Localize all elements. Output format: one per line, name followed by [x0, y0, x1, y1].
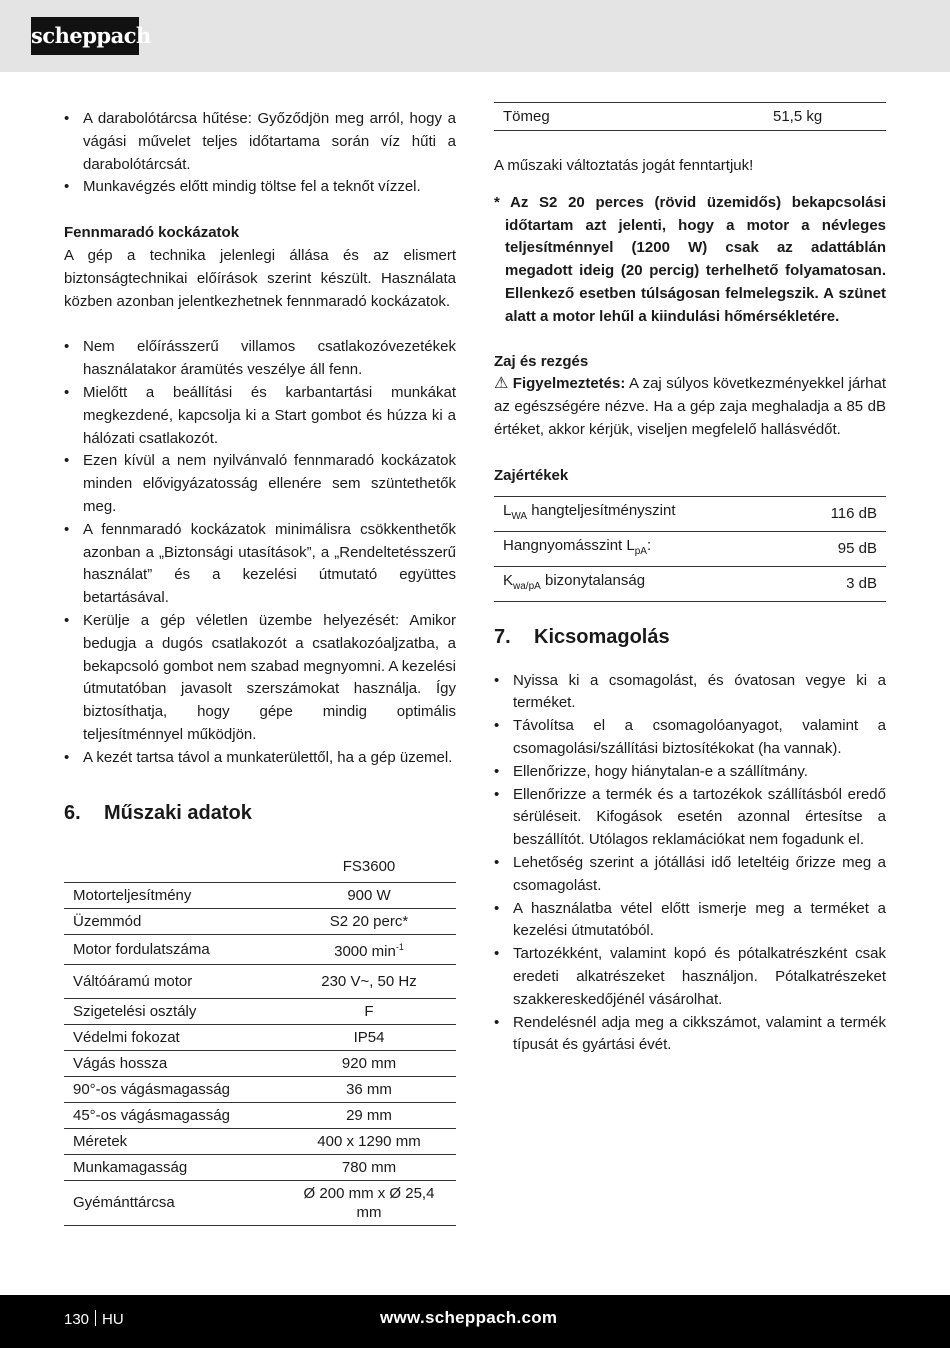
- spec-label: 90°-os vágásmagasság: [64, 1076, 282, 1102]
- warning-text: A zaj súlyos következményekkel járhat az egészségére nézve. Ha a gép zaja meghaladja a 85 dB értéket, akkor kérjük, viseljen megfelelő hallásvédőt.: [494, 375, 887, 438]
- table-row: [64, 934, 456, 964]
- footer-bar: [0, 1295, 950, 1348]
- scheppach-logo: scheppach: [31, 17, 139, 55]
- list-item: • Ezen kívül a nem nyilvánvaló fennmaradó kockázatok minden elővigyázatosság ellenére sem szüntethetők meg.: [64, 450, 456, 518]
- list-item: • A használatba vétel előtt ismerje meg a terméket a kezelési útmutatóból.: [494, 898, 886, 944]
- noise-value: 3 dB: [787, 566, 886, 601]
- spec-value: F: [282, 998, 456, 1024]
- section-number: 7.: [494, 625, 511, 648]
- noise-label: $K_{wa/pA}$ bizonytalanság: [494, 566, 787, 601]
- spec-label: Váltóáramú motor: [64, 964, 282, 998]
- table-row: [64, 882, 456, 908]
- section-7-heading: [494, 624, 886, 650]
- table-row: [64, 1050, 456, 1076]
- divider: [95, 1310, 96, 1326]
- cooling-bullets: [64, 108, 456, 199]
- spec-label: Üzemmód: [64, 908, 282, 934]
- residual-risks-text: A gép a technika jelenlegi állása és az elismert biztonságtechnikai előírások szerint készült. Használata közben azonban jelentkezhetnek fennmaradó kockázatok.: [64, 246, 456, 310]
- spec-value: 29 mm: [282, 1102, 456, 1128]
- risk-bullets: [64, 336, 456, 769]
- noise-value: 95 dB: [787, 531, 886, 566]
- spec-label: Vágás hossza: [64, 1050, 282, 1076]
- spec-value: 400 x 1290 mm: [282, 1128, 456, 1154]
- list-item: • A fennmaradó kockázatok minimálisra csökkenthetők azonban a „Biztonsági utasítások”, a „Rendeltetésszerű használat” és a kezelési útmutató együttes betartásával.: [64, 519, 456, 610]
- spec-label: Méretek: [64, 1128, 282, 1154]
- spec-value: Ø 200 mm x Ø 25,4 mm: [282, 1180, 456, 1225]
- noise-values-heading: Zajértékek: [494, 466, 569, 484]
- spec-value: 230 V~, 50 Hz: [282, 964, 456, 998]
- section-title: Műszaki adatok: [104, 801, 252, 824]
- spec-label: Gyémánttárcsa: [64, 1180, 282, 1225]
- spec-value: 780 mm: [282, 1154, 456, 1180]
- header-bar: [0, 0, 950, 72]
- technical-change-note: A műszaki változtatás jogát fenntartjuk!: [494, 157, 754, 174]
- noise-value: 116 dB: [787, 496, 886, 531]
- rpm-value: 3000 min: [334, 942, 396, 960]
- section-title: Kicsomagolás: [534, 625, 670, 648]
- warning-label: Figyelmeztetés:: [512, 375, 626, 393]
- table-row: [494, 103, 886, 131]
- language-code: HU: [102, 1311, 124, 1328]
- table-row: [64, 998, 456, 1024]
- table-row: [64, 908, 456, 934]
- table-row: [494, 531, 886, 566]
- list-item: • A darabolótárcsa hűtése: Győződjön meg arról, hogy a vágási művelet teljes időtartama során víz hűti a darabolótárcsát.: [64, 108, 456, 176]
- table-row: [64, 964, 456, 998]
- list-item: • Távolítsa el a csomagolóanyagot, valamint a csomagolási/szállítási biztosítékokat (ha vannak).: [494, 715, 886, 761]
- list-item: • Kerülje a gép véletlen üzembe helyezését: Amikor bedugja a dugós csatlakozót a csatlakozóaljzatba, a bekapcsoló gombot nem szabad megnyomni. A kezelési útmutatóban javasolt szerszámokat használja. Így biztosíthatja, hogy gépe mindig optimális teljesítménnyel működjön.: [64, 610, 456, 747]
- table-header-row: [64, 854, 456, 883]
- page-number: 130 HU: [64, 1311, 124, 1328]
- table-row: [64, 1102, 456, 1128]
- list-item: • A kezét tartsa távol a munkaterülettől, ha a gép üzemel.: [64, 747, 456, 770]
- spec-value: 36 mm: [282, 1076, 456, 1102]
- warning-triangle-icon: ⚠: [494, 375, 509, 393]
- residual-risks-heading: Fennmaradó kockázatok: [64, 224, 240, 242]
- weight-label: Tömeg: [494, 103, 764, 131]
- spec-value: S2 20 perc*: [282, 908, 456, 934]
- table-row: [494, 496, 886, 531]
- list-item: • Munkavégzés előtt mindig töltse fel a teknőt vízzel.: [64, 176, 456, 199]
- weight-value: 51,5 kg: [764, 103, 886, 131]
- noise-label: Hangnyomásszint $L_{pA}$:: [494, 531, 787, 566]
- table-row: [64, 1154, 456, 1180]
- right-column: [494, 102, 886, 1057]
- section-number: 6.: [64, 801, 81, 824]
- rpm-exponent: -1: [395, 941, 404, 952]
- spec-label: Motor fordulatszáma: [64, 934, 282, 964]
- noise-label: $L_{WA}$ hangteljesítményszint: [494, 496, 787, 531]
- spec-value: 900 W: [282, 882, 456, 908]
- spec-value: [282, 934, 456, 964]
- spec-label: 45°-os vágásmagasság: [64, 1102, 282, 1128]
- table-row: [64, 1076, 456, 1102]
- noise-values-table: [494, 496, 886, 602]
- spec-label: Védelmi fokozat: [64, 1024, 282, 1050]
- model-name: FS3600: [282, 854, 456, 883]
- website-link[interactable]: www.scheppach.com: [380, 1308, 558, 1327]
- table-row: [64, 1024, 456, 1050]
- list-item: • Lehetőség szerint a jótállási idő leteltéig őrizze meg a csomagolást.: [494, 852, 886, 898]
- list-item: • Rendelésnél adja meg a cikkszámot, valamint a termék típusát és gyártási évét.: [494, 1012, 886, 1058]
- weight-table: [494, 102, 886, 131]
- spec-label: Munkamagasság: [64, 1154, 282, 1180]
- table-row: [494, 566, 886, 601]
- section-6-heading: [64, 800, 456, 826]
- noise-warning: [494, 373, 886, 441]
- technical-data-table: [64, 854, 456, 1226]
- list-item: • Mielőtt a beállítási és karbantartási munkákat megkezdené, kapcsolja ki a Start gombot és húzza ki a hálózati csatlakozót.: [64, 382, 456, 450]
- table-row: [64, 1180, 456, 1225]
- table-row: [64, 1128, 456, 1154]
- left-column: [64, 108, 456, 1226]
- duty-cycle-note: * Az S2 20 perces (rövid üzemidős) bekapcsolási időtartam azt jelenti, hogy a motor a névleges teljesítménnyel (1200 W) csak az adattáblán megadott ideig (20 percig) terhelhető folyamatosan. Ellenkező esetben túlságosan felmelegszik. A szünet alatt a motor lehűl a kiindulási hőmérsékletére.: [494, 193, 886, 325]
- noise-vibration-heading: Zaj és rezgés: [494, 352, 589, 370]
- list-item: • Nem előírásszerű villamos csatlakozóvezetékek használatakor áramütés veszélye áll fenn.: [64, 336, 456, 382]
- unpacking-bullets: [494, 670, 886, 1058]
- spec-value: 920 mm: [282, 1050, 456, 1076]
- spec-label: Szigetelési osztály: [64, 998, 282, 1024]
- list-item: • Ellenőrizze, hogy hiánytalan-e a szállítmány.: [494, 761, 886, 784]
- list-item: • Tartozékként, valamint kopó és pótalkatrészként csak eredeti alkatrészeket használjon. Pótalkatrészeket szakkereskedőjénél vásárolhat.: [494, 943, 886, 1011]
- list-item: • Ellenőrizze a termék és a tartozékok szállításból eredő sérüléseit. Kifogások esetén azonnal értesítse a beszállítót. Utólagos reklamációkat nem fogadunk el.: [494, 784, 886, 852]
- list-item: • Nyissa ki a csomagolást, és óvatosan vegye ki a terméket.: [494, 670, 886, 716]
- spec-value: IP54: [282, 1024, 456, 1050]
- spec-label: Motorteljesítmény: [64, 882, 282, 908]
